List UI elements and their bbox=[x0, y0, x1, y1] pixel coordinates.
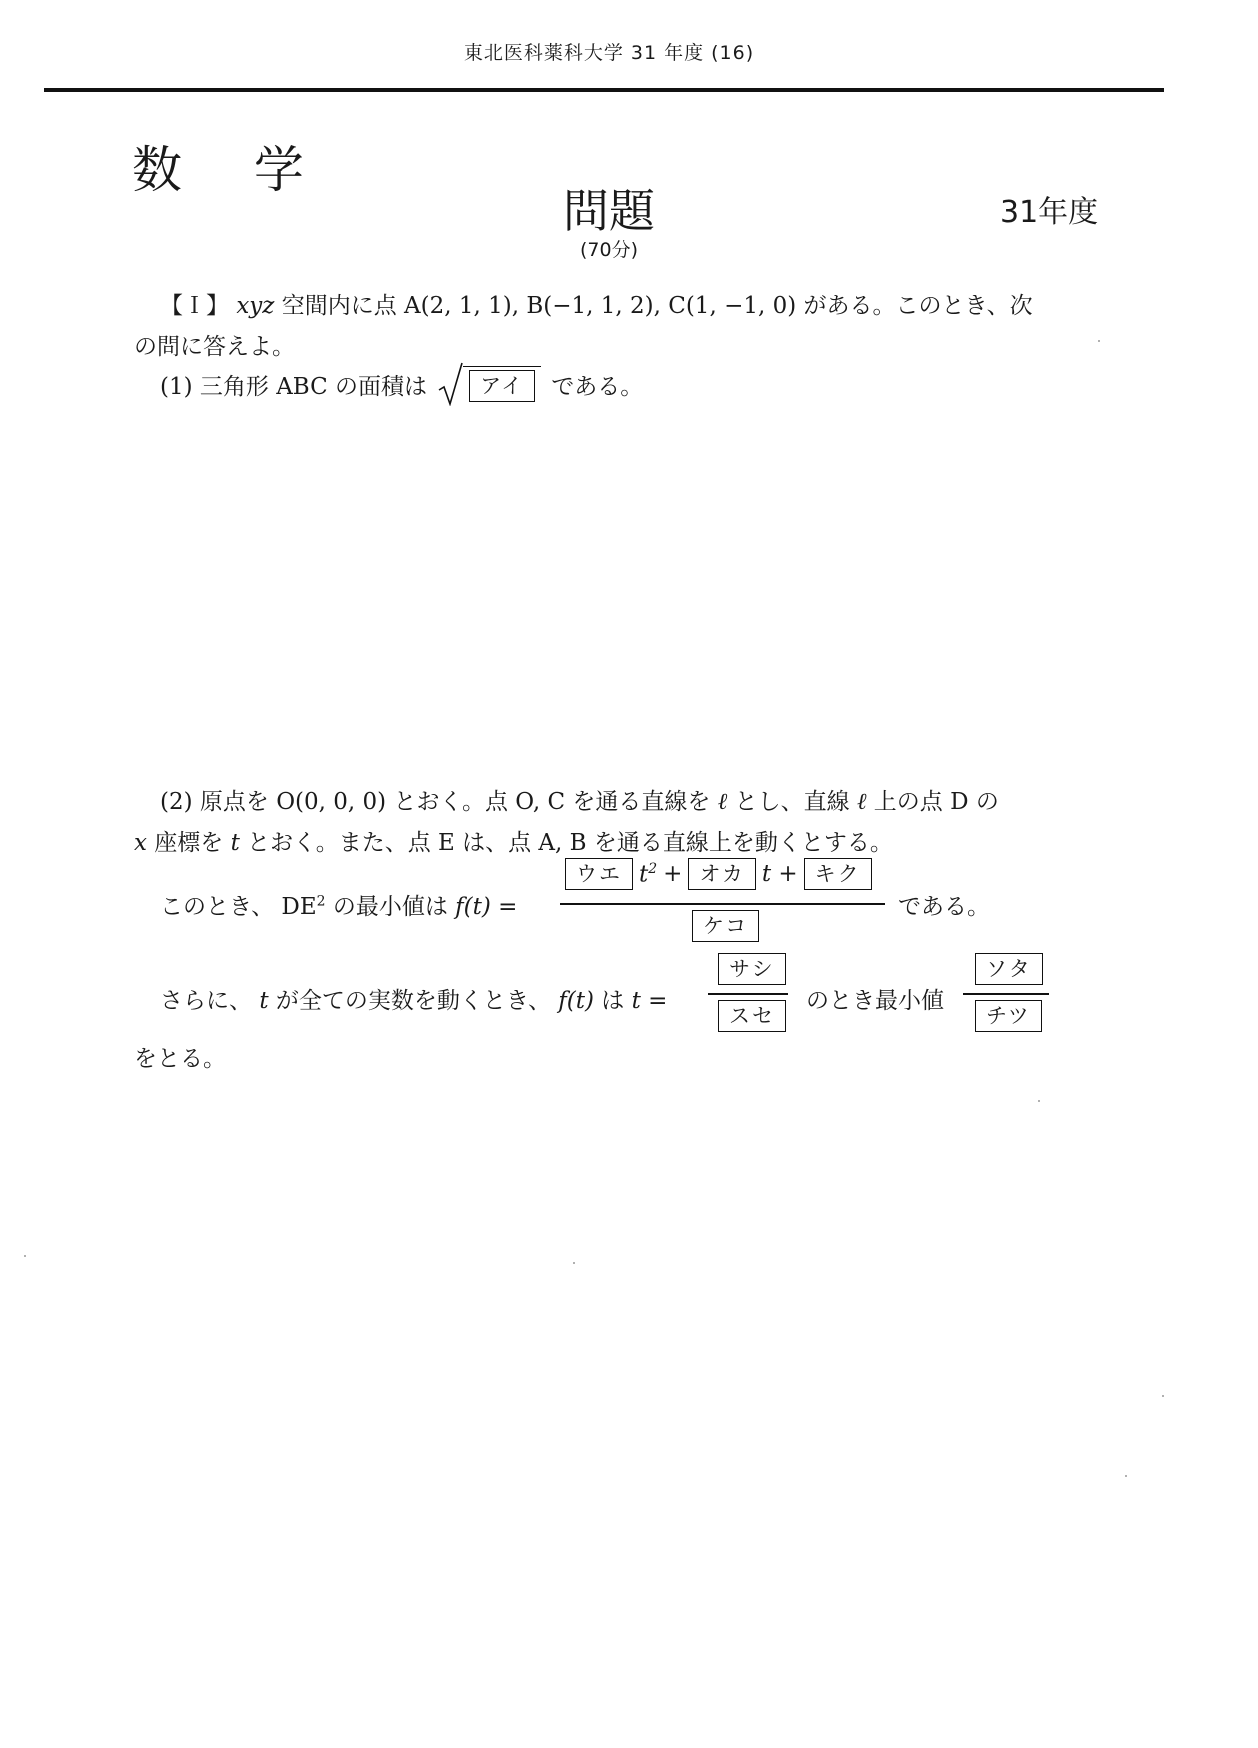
plus-sign: + bbox=[663, 861, 683, 887]
q2-line1 bbox=[160, 783, 999, 816]
answer-box-sashi[interactable]: サシ bbox=[718, 953, 786, 985]
fraction-denominator bbox=[692, 910, 759, 942]
line4-c: は bbox=[601, 988, 625, 1014]
ell-symbol-2: ℓ bbox=[856, 789, 867, 815]
q2-text-c: 上の点 D の bbox=[873, 789, 999, 815]
scan-speck bbox=[24, 1255, 26, 1257]
scan-speck bbox=[1098, 340, 1100, 342]
frac-t-num bbox=[718, 953, 786, 985]
exam-duration: (70分) bbox=[579, 239, 638, 261]
min-text: の最小値は bbox=[332, 894, 448, 920]
de-sup: 2 bbox=[316, 893, 326, 910]
answer-box-oka[interactable]: オカ bbox=[688, 858, 755, 890]
ft-expr: f(t) = bbox=[455, 894, 518, 920]
q1-prefix: (1) 三角形 ABC の面積は bbox=[160, 373, 428, 400]
t2-sup: 2 bbox=[648, 860, 658, 877]
line4-d: のとき最小値 bbox=[806, 988, 944, 1014]
line4-ft: f(t) bbox=[558, 988, 594, 1014]
answer-box-sota[interactable]: ソタ bbox=[975, 953, 1043, 985]
problem-intro bbox=[160, 287, 1033, 320]
ell-symbol: ℓ bbox=[717, 789, 728, 815]
fraction-bar-t bbox=[708, 993, 788, 995]
q1-suffix: である。 bbox=[551, 373, 644, 400]
fraction-bar-min bbox=[963, 993, 1049, 995]
q2-text-a: (2) 原点を O(0, 0, 0) とおく。点 O, C を通る直線を bbox=[160, 789, 711, 815]
page-header: 東北医科薬科大学 31 年度 (16) bbox=[463, 42, 755, 64]
q2-text-b: とし、直線 bbox=[734, 789, 850, 815]
subject-title: 数 学 bbox=[132, 141, 332, 199]
problem-label: 【Ｉ】 bbox=[160, 293, 229, 319]
header-rule bbox=[44, 88, 1164, 92]
frac-min-num bbox=[975, 953, 1043, 985]
q2-line5: をとる。 bbox=[134, 1046, 226, 1072]
scan-speck bbox=[1125, 1475, 1127, 1477]
problem-intro-cont: の問に答えよ。 bbox=[134, 334, 295, 360]
fraction-numerator bbox=[565, 858, 872, 890]
fraction-bar-ft bbox=[560, 903, 885, 905]
q2-line3-text bbox=[160, 888, 517, 921]
frac-min-den bbox=[975, 1000, 1042, 1032]
line4-t: t bbox=[259, 988, 269, 1014]
q2-line4-text bbox=[160, 982, 667, 1015]
line4-a: さらに、 bbox=[160, 988, 252, 1014]
intro-var: xyz bbox=[236, 293, 275, 319]
answer-box-ue[interactable]: ウエ bbox=[565, 858, 633, 890]
frac-t-den bbox=[718, 1000, 786, 1032]
scan-speck bbox=[573, 1262, 575, 1264]
t-squared bbox=[639, 861, 657, 888]
exam-year: 31年度 bbox=[1000, 195, 1099, 230]
de-text: このとき、 DE bbox=[160, 894, 317, 920]
question-1 bbox=[160, 362, 643, 406]
q2-text-e: とおく。また、点 E は、点 A, B を通る直線上を動くとする。 bbox=[247, 830, 893, 856]
x-var: x bbox=[134, 830, 147, 856]
q2-line2 bbox=[134, 824, 893, 857]
line4-b: が全ての実数を動くとき、 bbox=[275, 988, 551, 1014]
answer-box-kiku[interactable]: キク bbox=[804, 858, 872, 890]
answer-box-keko[interactable]: ケコ bbox=[692, 910, 759, 942]
intro-text: 空間内に点 A(2, 1, 1), B(−1, 1, 2), C(1, −1, 0) がある。このとき、次 bbox=[281, 293, 1033, 319]
q2-line3-end: である。 bbox=[898, 894, 990, 920]
t-var: t bbox=[230, 830, 240, 856]
line4-teq: t = bbox=[631, 988, 668, 1014]
answer-box-chitsu[interactable]: チツ bbox=[975, 1000, 1042, 1032]
page-title: 問題 bbox=[563, 184, 655, 238]
scan-speck bbox=[1162, 1395, 1164, 1397]
answer-box-ai[interactable]: アイ bbox=[469, 370, 535, 402]
answer-box-suse[interactable]: スセ bbox=[718, 1000, 786, 1032]
t2-var: t bbox=[639, 861, 649, 888]
t-plus: t + bbox=[761, 861, 798, 887]
scan-speck bbox=[1038, 1100, 1040, 1102]
sqrt-symbol bbox=[437, 362, 541, 406]
q2-text-d: 座標を bbox=[154, 830, 224, 856]
